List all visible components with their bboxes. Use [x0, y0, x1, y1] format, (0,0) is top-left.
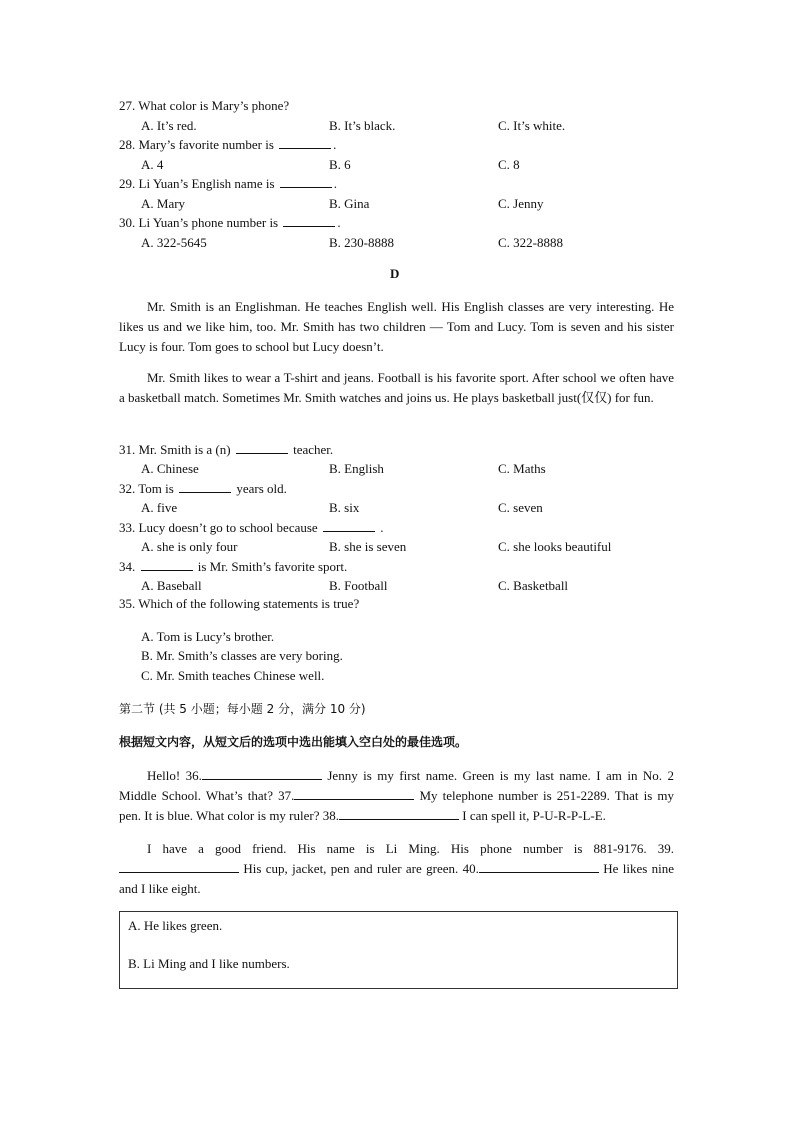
question-30: [119, 215, 341, 231]
question-29: [119, 176, 337, 192]
text: My telephone number is 251-2289. That is my pen. It is blue. What color is my ruler? 38.: [119, 787, 674, 823]
option: B. 6: [329, 157, 351, 172]
cloze-para-1: [119, 766, 674, 825]
box-option-a: A. He likes green.: [128, 918, 223, 933]
option: C. 8: [498, 157, 520, 172]
blank: [283, 215, 335, 227]
blank-36: [202, 768, 322, 780]
text: He likes nine and I like eight.: [119, 860, 675, 896]
option: A. 4: [141, 157, 164, 172]
blank-37: [294, 788, 414, 800]
q-stem-end: teacher.: [293, 442, 334, 457]
option: A. Baseball: [141, 578, 202, 593]
blank-39: [119, 861, 239, 873]
blank-40: [479, 861, 599, 873]
q-num: 27.: [119, 98, 136, 113]
section-title: D: [390, 266, 400, 281]
q-stem: Li Yuan’s English name is: [138, 176, 275, 191]
option: A. Tom is Lucy’s brother.: [141, 629, 275, 644]
box-option-b: B. Li Ming and I like numbers.: [128, 956, 290, 971]
q-stem: Mary’s favorite number is: [138, 137, 274, 152]
q-end: .: [337, 215, 341, 230]
blank: [279, 137, 331, 149]
option: B. 230-8888: [329, 235, 394, 250]
passage-d-para-2: Mr. Smith likes to wear a T-shirt and jeans. Football is his favorite sport. After school we often have a basketball match. Sometimes Mr. Smith watches and joins us. He plays basketball just(仅仅) for fun.: [119, 370, 674, 405]
text: Hello! 36.: [147, 768, 202, 783]
option: A. she is only four: [141, 539, 238, 554]
option: C. seven: [498, 500, 543, 515]
q-num: 30.: [119, 215, 136, 230]
option: A. Mary: [141, 196, 186, 211]
options-box: [119, 911, 678, 989]
option: B. she is seven: [329, 539, 407, 554]
text: His cup, jacket, pen and ruler are green. 40.: [243, 860, 479, 876]
option: B. Football: [329, 578, 388, 593]
q-stem: 34.: [119, 559, 136, 574]
part2-instruction: 根据短文内容，从短文后的选项中选出能填入空白处的最佳选项。: [119, 735, 468, 749]
passage-d-para-1: Mr. Smith is an Englishman. He teaches English well. His English classes are very interesting. He likes us and we like him, too. Mr. Smith has two children — Tom and Lucy. Tom is seven and his sister Lucy is four. Tom goes to school but Lucy doesn’t.: [119, 299, 674, 354]
option: C. Mr. Smith teaches Chinese well.: [141, 668, 325, 683]
q-num: 28.: [119, 137, 136, 152]
text: I have a good friend. His name is Li Ming. His phone number is 881-9176. 39.: [147, 841, 674, 856]
text: Jenny is my first name. Green is my last name. I am in No. 2 Middle School. What’s that? 37.: [119, 768, 674, 803]
q-stem-end: years old.: [236, 481, 287, 496]
blank: [280, 176, 332, 188]
q-stem: 31. Mr. Smith is a (n): [119, 442, 231, 457]
question-28: [119, 137, 336, 153]
option: C. 322-8888: [498, 235, 563, 250]
option: C. Maths: [498, 461, 546, 476]
q-stem: What color is Mary’s phone?: [138, 98, 290, 113]
question-34: [119, 559, 347, 575]
option: B. It’s black.: [329, 118, 396, 133]
option: B. Gina: [329, 196, 370, 211]
option: C. Jenny: [498, 196, 544, 211]
q-stem: 32. Tom is: [119, 481, 174, 496]
question-27: [119, 98, 289, 114]
question-32: [119, 481, 287, 497]
q-stem-end: .: [380, 520, 384, 535]
option: B. English: [329, 461, 384, 476]
part2-heading: 第二节 (共 5 小题；每小题 2 分，满分 10 分): [119, 702, 366, 716]
question-35: 35. Which of the following statements is true?: [119, 596, 360, 611]
option: A. 322-5645: [141, 235, 207, 250]
q-stem: Li Yuan’s phone number is: [138, 215, 279, 230]
q-stem: 33. Lucy doesn’t go to school because: [119, 520, 318, 535]
option: C. she looks beautiful: [498, 539, 612, 554]
q-num: 29.: [119, 176, 136, 191]
option: C. Basketball: [498, 578, 569, 593]
option: B. six: [329, 500, 360, 515]
q-end: .: [333, 176, 338, 191]
option: A. five: [141, 500, 178, 515]
blank: [323, 520, 375, 532]
q-end: .: [333, 137, 337, 152]
blank-38: [339, 808, 459, 820]
blank: [141, 559, 193, 571]
q-stem-end: is Mr. Smith’s favorite sport.: [197, 559, 348, 574]
option: A. Chinese: [141, 461, 199, 476]
question-33: [119, 520, 383, 536]
option: C. It’s white.: [498, 118, 566, 133]
blank: [236, 442, 288, 454]
cloze-para-2: [119, 839, 674, 898]
option: B. Mr. Smith’s classes are very boring.: [141, 648, 343, 663]
option: A. It’s red.: [141, 118, 197, 133]
blank: [179, 481, 231, 493]
question-31: [119, 442, 333, 458]
text: I can spell it, P-U-R-P-L-E.: [462, 807, 606, 823]
